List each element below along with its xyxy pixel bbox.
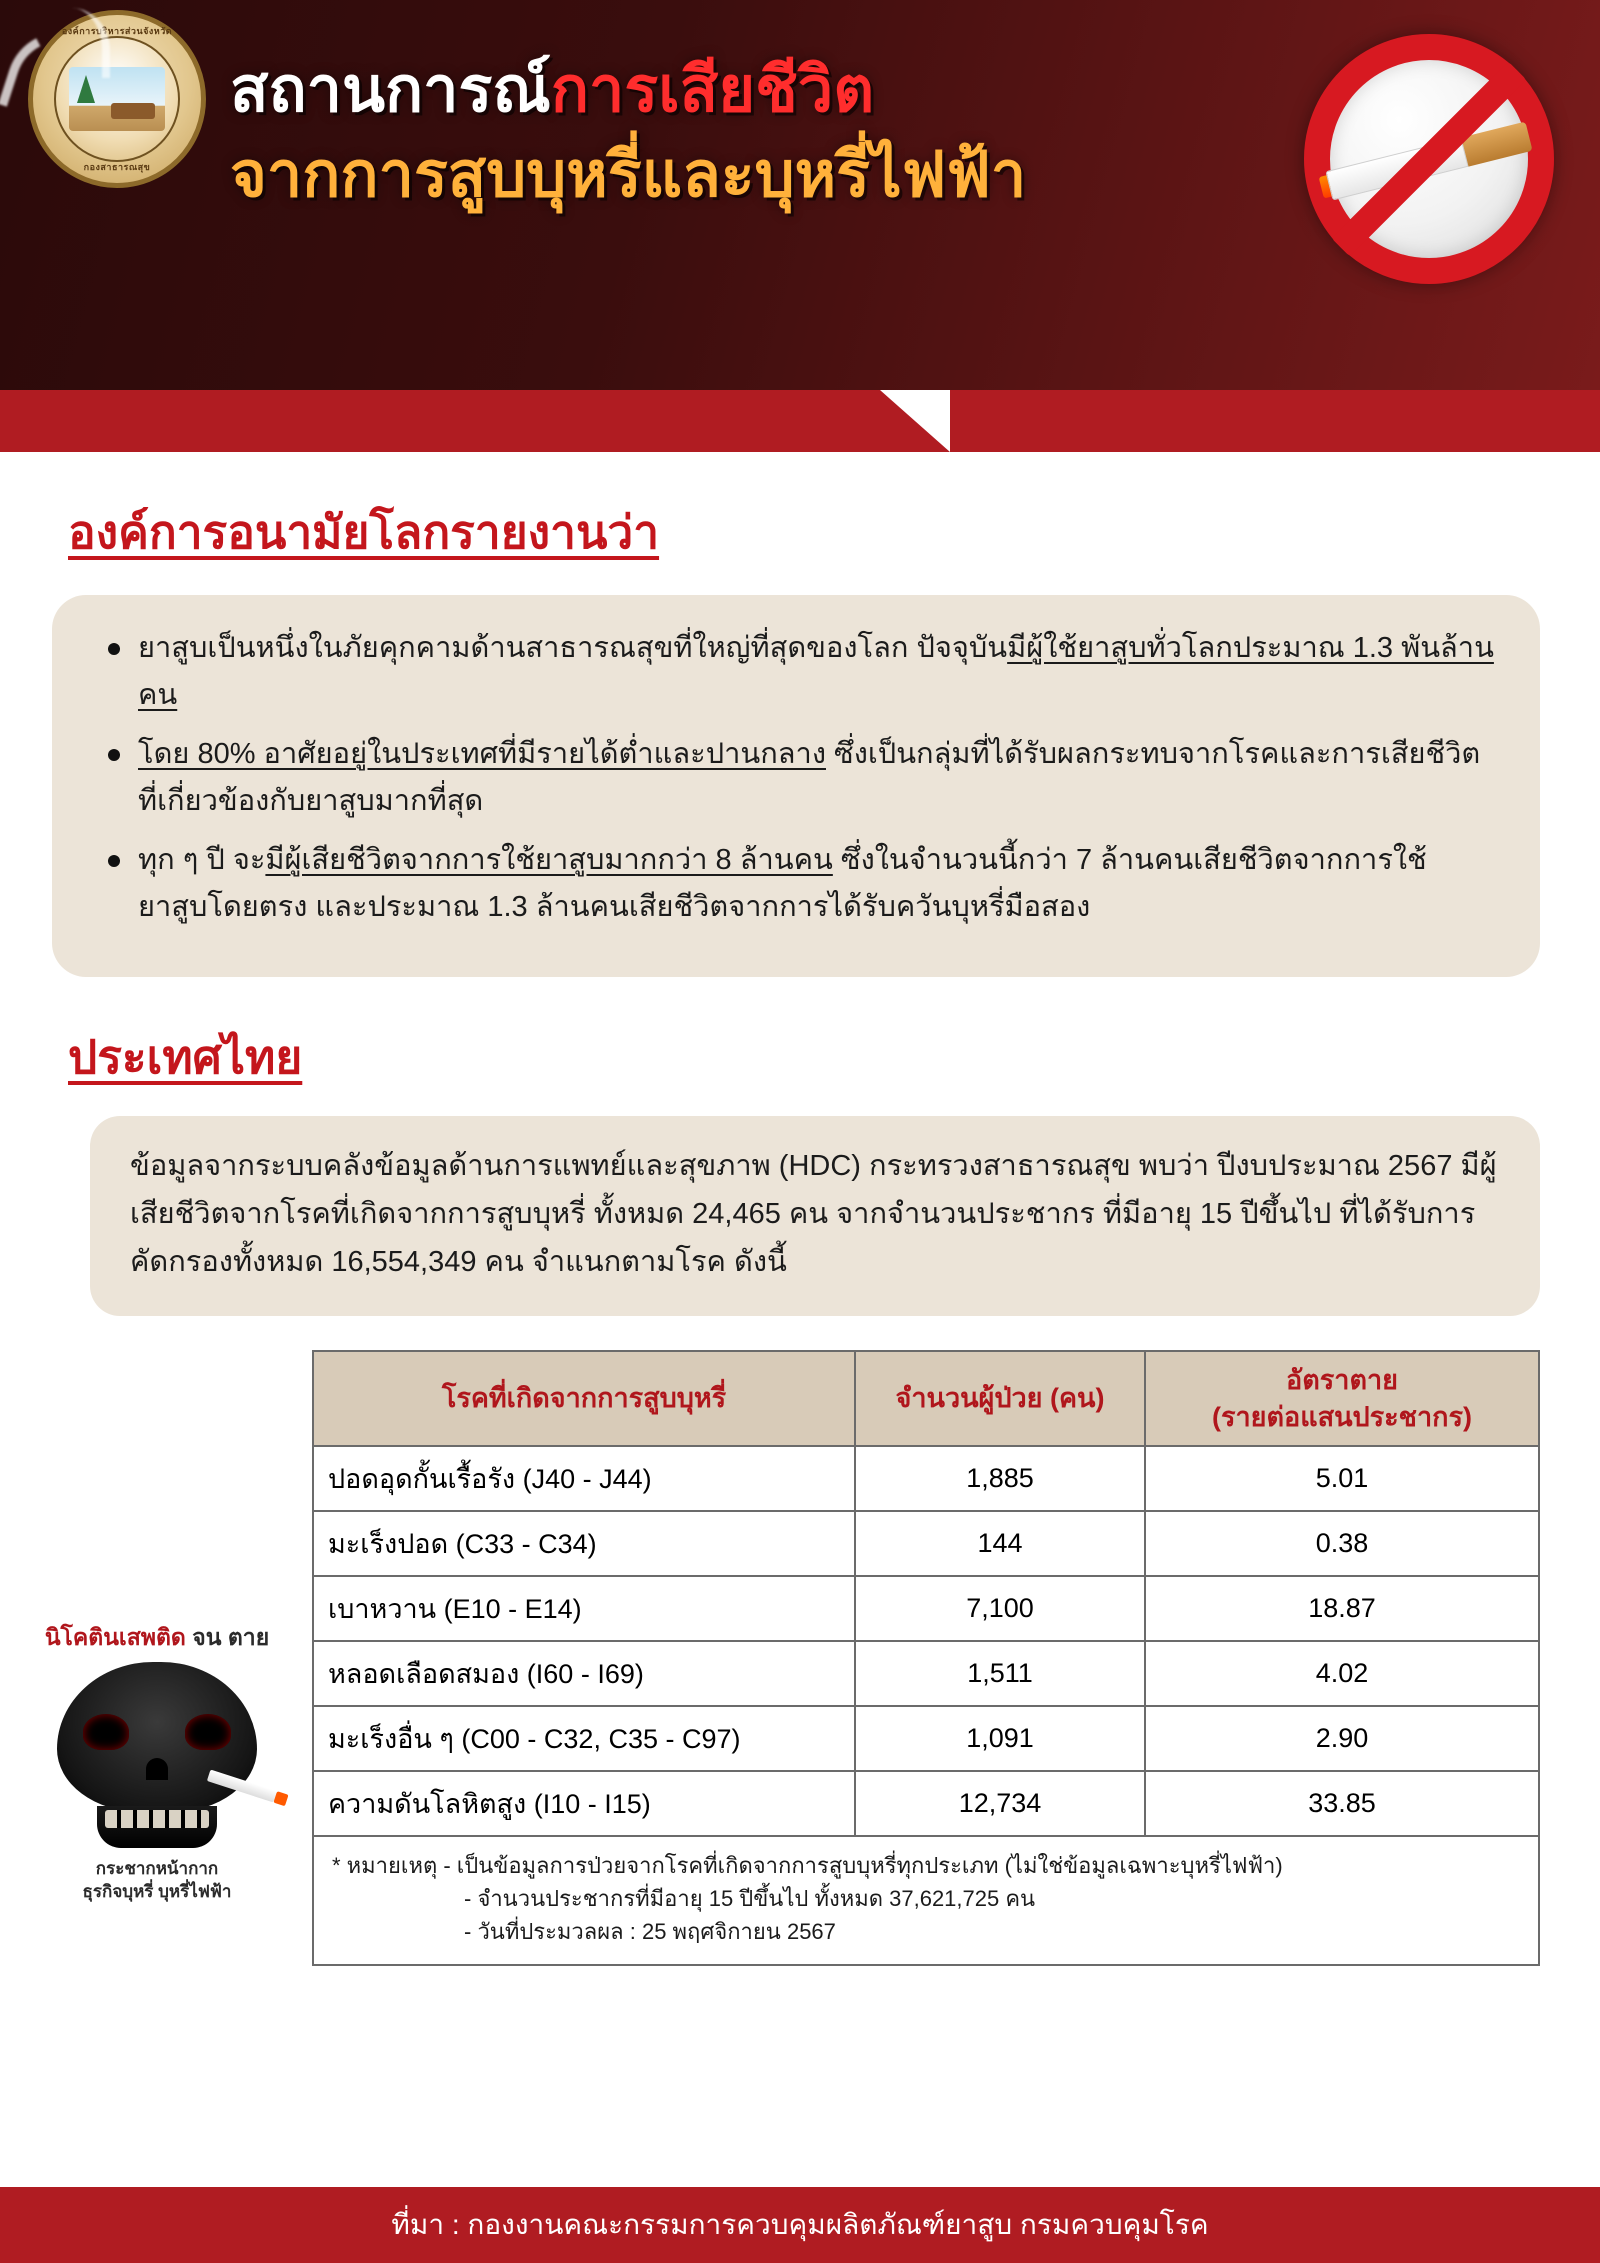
skull-art-bottom-text <box>22 1858 292 1904</box>
table-row <box>313 1446 1539 1511</box>
cell-rate: 0.38 <box>1145 1511 1539 1576</box>
bullet-3-underlined: มีผู้เสียชีวิตจากการใช้ยาสูบมากกว่า 8 ล้านคน <box>265 843 833 876</box>
header-title-part-b: การเสียชีวิต <box>550 55 875 125</box>
column-header-rate-line1: อัตราตาย <box>1286 1365 1398 1396</box>
cell-cases: 7,100 <box>855 1576 1145 1641</box>
cell-cases: 1,091 <box>855 1706 1145 1771</box>
statistics-table <box>312 1350 1540 1837</box>
column-header-rate <box>1145 1351 1539 1446</box>
footer-source-bar <box>0 2187 1600 2263</box>
bullet-2-underlined: โดย 80% อาศัยอยู่ในประเทศที่มีรายได้ต่ำและปานกลาง <box>138 737 826 770</box>
header-title-block <box>230 48 1290 218</box>
bullet-3-part-1: ทุก ๆ ปี จะ <box>138 843 266 876</box>
header-red-band <box>0 390 1600 452</box>
table-row <box>313 1641 1539 1706</box>
cell-disease: ความดันโลหิตสูง (I10 - I15) <box>313 1771 855 1836</box>
who-panel <box>52 595 1540 977</box>
skull-art-bottom-line-2: ธุรกิจบุหรี่ บุหรี่ไฟฟ้า <box>82 1881 232 1901</box>
statistics-table-wrapper <box>312 1350 1540 1966</box>
header-banner <box>0 0 1600 390</box>
skull-art-top-text-dark: จน ตาย <box>192 1624 270 1650</box>
skull-icon <box>57 1662 257 1812</box>
skull-cigarette-icon <box>207 1769 277 1802</box>
table-note-3: - วันที่ประมวลผล : 25 พฤศจิกายน 2567 <box>464 1919 836 1945</box>
footer-source-text: ที่มา : กองงานคณะกรรมการควบคุมผลิตภัณฑ์ยาสูบ กรมควบคุมโรค <box>391 2209 1209 2240</box>
table-note-2: - จำนวนประชากรที่มีอายุ 15 ปีขึ้นไป ทั้งหมด 37,621,725 คน <box>464 1886 1036 1912</box>
cell-rate: 5.01 <box>1145 1446 1539 1511</box>
thailand-section-title: ประเทศไทย <box>68 1030 303 1083</box>
cell-cases: 1,511 <box>855 1641 1145 1706</box>
skull-eye-right <box>185 1714 231 1750</box>
cell-cases: 12,734 <box>855 1771 1145 1836</box>
cell-rate: 18.87 <box>1145 1576 1539 1641</box>
cell-disease: หลอดเลือดสมอง (I60 - I69) <box>313 1641 855 1706</box>
list-item <box>98 837 1494 931</box>
logo-text-top: องค์การบริหารส่วนจังหวัด <box>61 26 173 36</box>
skull-smoking-artwork <box>22 1620 292 1904</box>
header-title-line-2: จากการสูบบุหรี่และบุหรี่ไฟฟ้า <box>230 140 1027 211</box>
who-bullet-list <box>98 625 1494 931</box>
table-row <box>313 1706 1539 1771</box>
cell-cases: 1,885 <box>855 1446 1145 1511</box>
table-header-row <box>313 1351 1539 1446</box>
list-item <box>98 625 1494 719</box>
list-item <box>98 731 1494 825</box>
header-band-notch <box>880 390 950 452</box>
table-notes <box>312 1837 1540 1966</box>
column-header-cases: จำนวนผู้ป่วย (คน) <box>855 1351 1145 1446</box>
cell-cases: 144 <box>855 1511 1145 1576</box>
column-header-disease: โรคที่เกิดจากการสูบบุหรี่ <box>313 1351 855 1446</box>
no-smoking-icon <box>1304 34 1554 284</box>
table-row <box>313 1511 1539 1576</box>
skull-nose <box>146 1758 168 1780</box>
table-head <box>313 1351 1539 1446</box>
header-red-band-left <box>0 390 880 452</box>
skull-art-bottom-line-1: กระชากหน้ากาก <box>95 1859 219 1878</box>
skull-eye-left <box>83 1714 129 1750</box>
cell-rate: 4.02 <box>1145 1641 1539 1706</box>
bullet-2-part-3: ซึ่งเป็นกลุ่มที่ได้รับผลกระทบจากโรคและการเสียชีวิตที่เกี่ยวข้องกับยาสูบมากที่สุด <box>138 737 1481 817</box>
bullet-3-part-3: ซึ่งในจำนวนนี้กว่า 7 ล้านคนเสียชีวิตจากการใช้ยาสูบโดยตรง และประมาณ 1.3 ล้านคนเสียชีวิตจากการได้รับควันบุหรี่มือสอง <box>138 843 1427 923</box>
logo-text-bottom: กองสาธารณสุข <box>83 162 151 172</box>
bullet-1-underlined: มีผู้ใช้ยาสูบทั่วโลกประมาณ 1.3 พันล้านคน <box>138 632 1494 711</box>
who-section-title: องค์การอนามัยโลกรายงานว่า <box>68 506 660 558</box>
skull-jaw <box>97 1806 217 1848</box>
cell-disease: เบาหวาน (E10 - E14) <box>313 1576 855 1641</box>
table-row <box>313 1771 1539 1836</box>
table-row <box>313 1576 1539 1641</box>
header-title-line-1 <box>230 48 1290 133</box>
cell-disease: มะเร็งอื่น ๆ (C00 - C32, C35 - C97) <box>313 1706 855 1771</box>
skull-art-top-text <box>22 1620 292 1656</box>
bullet-1-part-1: ยาสูบเป็นหนึ่งในภัยคุกคามด้านสาธารณสุขที่ใหญ่ที่สุดของโลก ปัจจุบัน <box>138 632 1008 664</box>
cell-disease: ปอดอุดกั้นเรื้อรัง (J40 - J44) <box>313 1446 855 1511</box>
cell-rate: 33.85 <box>1145 1771 1539 1836</box>
column-header-rate-line2: (รายต่อแสนประชากร) <box>1211 1401 1473 1432</box>
table-note-1: * หมายเหตุ - เป็นข้อมูลการป่วยจากโรคที่เกิดจากการสูบบุหรี่ทุกประเภท (ไม่ใช่ข้อมูลเฉพาะบุหรี่ไฟฟ้า) <box>332 1853 1283 1879</box>
cell-disease: มะเร็งปอด (C33 - C34) <box>313 1511 855 1576</box>
thailand-paragraph: ข้อมูลจากระบบคลังข้อมูลด้านการแพทย์และสุขภาพ (HDC) กระทรวงสาธารณสุข พบว่า ปีงบประมาณ 2567 มีผู้เสียชีวิตจากโรคที่เกิดจากการสูบบุหรี่ ทั้งหมด 24,465 คน จากจำนวนประชากร ที่มีอายุ 15 ปีขึ้นไป ที่ได้รับการคัดกรองทั้งหมด 16,554,349 คน จำแนกตามโรค ดังนี้ <box>90 1116 1540 1316</box>
skull-art-top-text-red: นิโคตินเสพติด <box>44 1624 186 1650</box>
cell-rate: 2.90 <box>1145 1706 1539 1771</box>
header-title-part-a: สถานการณ์ <box>230 55 551 125</box>
table-body <box>313 1446 1539 1836</box>
skull-teeth <box>105 1810 209 1828</box>
